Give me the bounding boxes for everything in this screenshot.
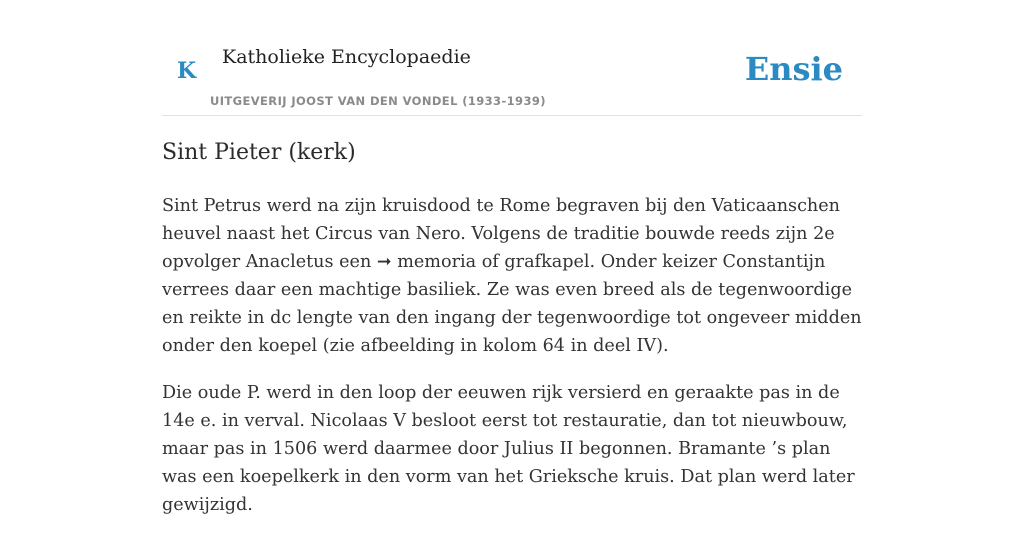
article-title: Sint Pieter (kerk) xyxy=(162,140,356,165)
ensie-brand-logo[interactable]: Ensie xyxy=(744,50,843,88)
article-paragraph-1: Sint Petrus werd na zijn kruisdood te Rome begraven bij den Vaticaanschen heuvel naast het Circus van Nero. Volgens de traditie bouwde reeds zijn 2e opvolger Anacletus een ➞ memoria of grafkapel. Onder keizer Constantijn verrees daar een machtige basiliek. Ze was even breed als de tegenwoordige en reikte in dc lengte van den ingang der tegenwoordige tot ongeveer midden onder den koepel (zie afbeelding in kolom 64 in deel IV). xyxy=(162,196,862,356)
article-paragraph-2: Die oude P. werd in den loop der eeuwen rijk versierd en geraakte pas in de 14e e. in verval. Nicolaas V besloot eerst tot restauratie, dan tot nieuwbouw, maar pas in 1506 werd daarmee door Julius II begonnen. Bramante ’s plan was een koepelkerk in den vorm van het Grieksche kruis. Dat plan werd later gewijzigd. xyxy=(162,383,855,515)
site-title[interactable]: Katholieke Encyclopaedie xyxy=(222,46,471,68)
publisher-label: UITGEVERIJ JOOST VAN DEN VONDEL (1933-1939) xyxy=(210,94,546,108)
encyclopedia-logo-icon[interactable]: K xyxy=(177,58,197,84)
article-body xyxy=(162,192,862,538)
site-header xyxy=(162,40,862,116)
